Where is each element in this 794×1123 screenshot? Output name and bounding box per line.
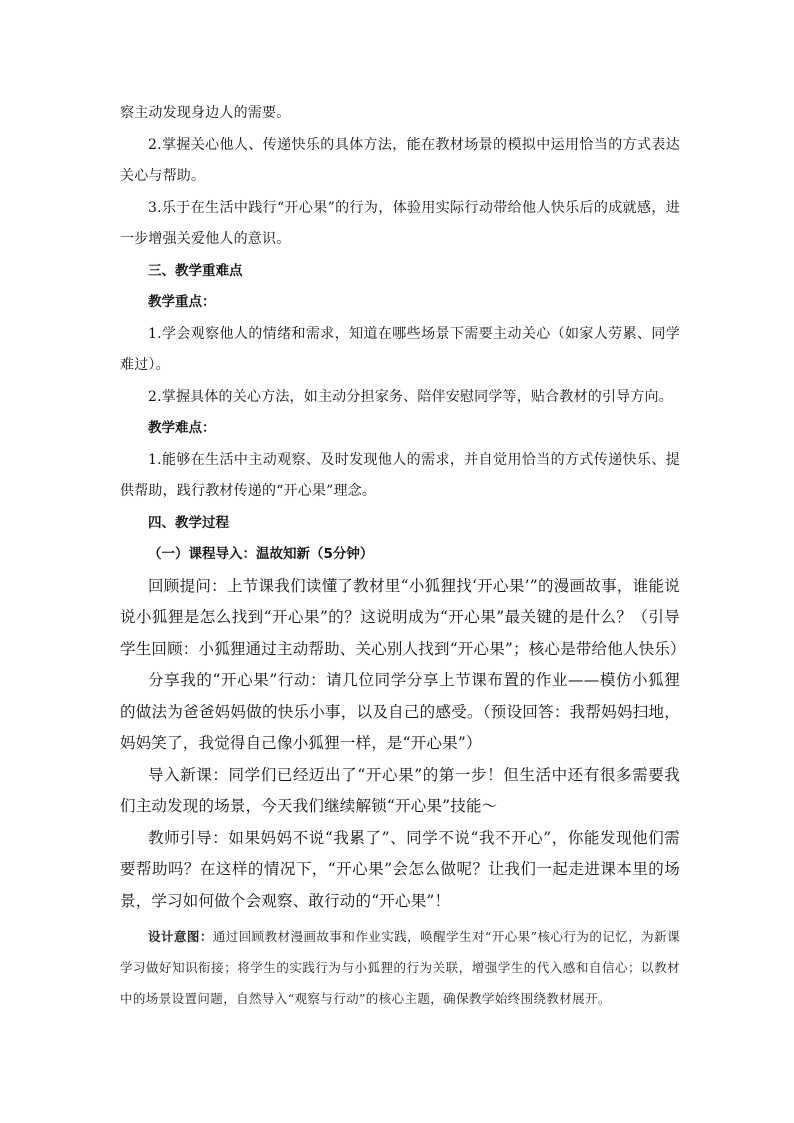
subheading-intro: （一）课程导入：温故知新（5分钟） (148, 546, 374, 562)
paragraph-share-action: 分享我的“开心果”行动：请几位同学分享上节课布置的作业——模仿小狐狸的做法为爸爸妈妈做的快乐小事，以及自己的感受。（预设回答：我帮妈妈扫地，妈妈笑了，我觉得自己像小狐狸一样，是“开心果”） (120, 671, 680, 752)
paragraph-goal-3: 3.乐于在生活中践行“开心果”的行为，体验用实际行动带给他人快乐后的成就感，进一步增强关爱他人的意识。 (120, 199, 680, 247)
paragraph-review-question: 回顾提问：上节课我们读懂了教材里“小狐狸找‘开心果’”的漫画故事，谁能说说小狐狸是怎么找到“开心果”的？这说明成为“开心果”最关键的是什么？（引导学生回顾：小狐狸通过主动帮助、关心别人找到“开心果”；核心是带给他人快乐） (120, 576, 686, 658)
subheading-key-point: 教学重点： (148, 294, 216, 310)
paragraph-goal-1-tail: 察主动发现身边人的需要。 (120, 105, 291, 121)
section-heading-process: 四、教学过程 (148, 514, 229, 531)
paragraph-key-point-2: 2.掌握具体的关心方法，如主动分担家务、陪伴安慰同学等，贴合教材的引导方向。 (148, 388, 673, 405)
design-intent-text: 通过回顾教材漫画故事和作业实践，唤醒学生对“开心果”核心行为的记忆，为新课学习做好知识衔接；将学生的实践行为与小狐狸的行为关联，增强学生的代入感和自信心；以教材中的场景设置问题，自然导入“观察与行动”的核心主题，确保教学始终围绕教材展开。 (120, 929, 680, 1006)
paragraph-difficulty-1: 1.能够在生活中主动观察、及时发现他人的需求，并自觉用恰当的方式传递快乐、提供帮助，践行教材传递的“开心果”理念。 (120, 451, 680, 499)
paragraph-teacher-guide: 教师引导：如果妈妈不说“我累了”、同学不说“我不开心”，你能发现他们需要帮助吗？在这样的情况下，“开心果”会怎么做呢？让我们一起走进课本里的场景，学习如何做个会观察、敢行动的“开心果”！ (120, 828, 680, 910)
paragraph-new-lesson: 导入新课：同学们已经迈出了“开心果”的第一步！但生活中还有很多需要我们主动发现的场景，今天我们继续解锁“开心果”技能～ (120, 765, 680, 815)
paragraph-key-point-1: 1.学会观察他人的情绪和需求，知道在哪些场景下需要主动关心（如家人劳累、同学难过）。 (120, 325, 680, 373)
design-intent-label: 设计意图： (148, 929, 213, 944)
document-page (120, 98, 686, 1014)
design-intent (120, 921, 680, 1014)
section-heading-key-points: 三、教学重难点 (148, 262, 243, 279)
paragraph-goal-2: 2.掌握关心他人、传递快乐的具体方法，能在教材场景的模拟中运用恰当的方式表达关心与帮助。 (120, 136, 680, 184)
subheading-difficulty: 教学难点： (148, 420, 216, 436)
